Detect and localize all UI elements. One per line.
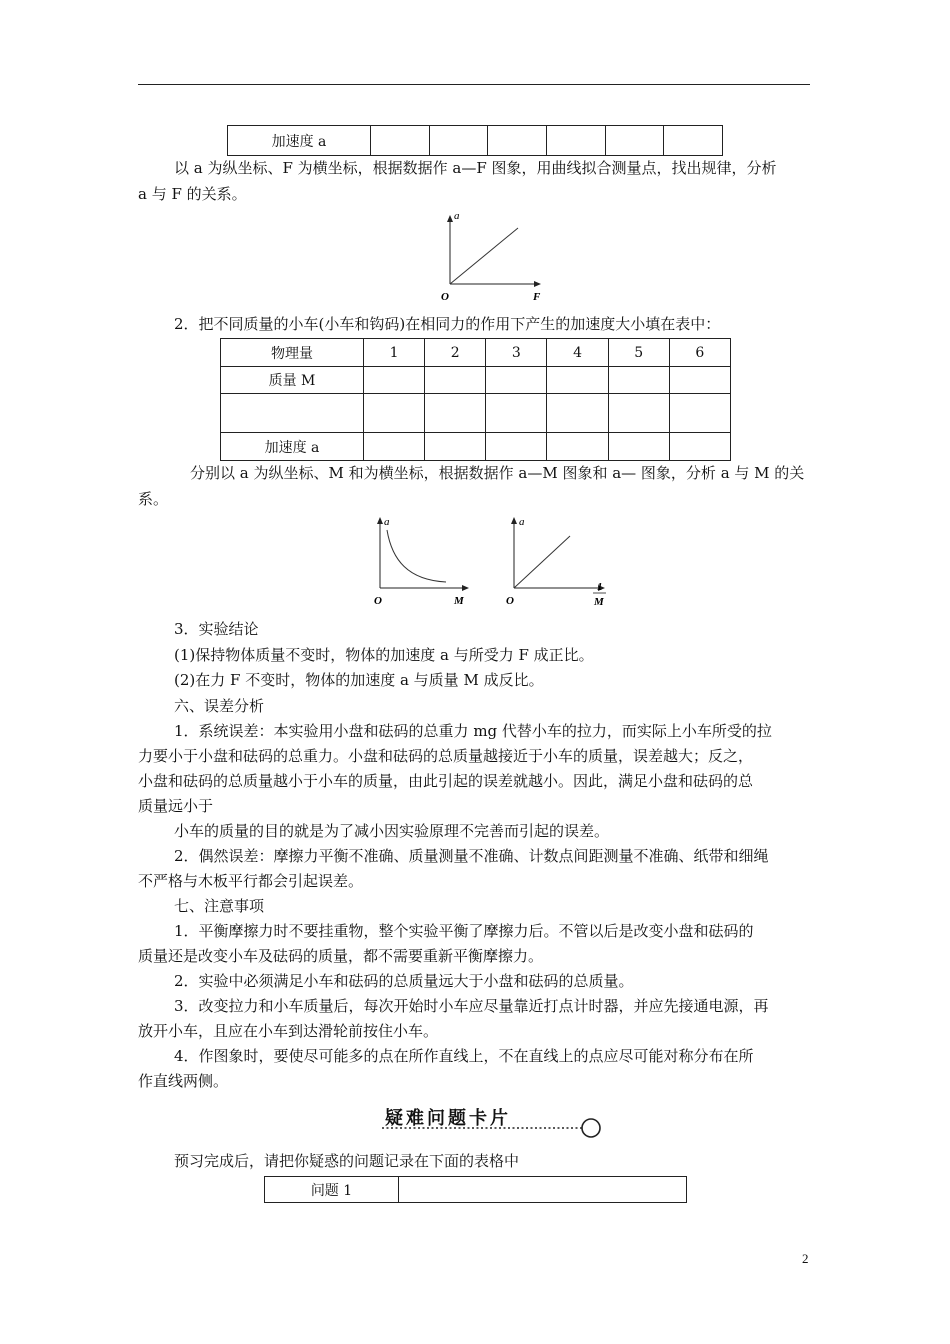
table-cell [664,126,723,156]
notes-title: 七、注意事项 [174,897,265,915]
graph2-origin-label: O [374,595,382,607]
table-cell [546,126,605,156]
question-input-cell[interactable] [399,1177,687,1203]
mass-accel-table [220,338,731,461]
table-cell [364,367,425,394]
table-header-cell: 5 [608,339,669,367]
table-cell [486,433,547,461]
graph2-y-label: a [384,516,390,528]
graph3-origin-label: O [506,595,514,607]
table-cell [488,126,547,156]
notes-line-1: 1．平衡摩擦力时不要挂重物，整个实验平衡了摩擦力后。不管以后是改变小盘和砝码的 [174,922,754,940]
graph3-x-denominator: M [594,596,604,608]
paragraph-aM-line2: 系。 [138,490,169,508]
graph1-y-label: a [454,210,460,222]
table-header-cell: 6 [669,339,730,367]
page-number: 2 [802,1251,809,1266]
table-cell [608,394,669,433]
conclusion-2: (2)在力 F 不变时，物体的加速度 a 与质量 M 成反比。 [174,671,544,689]
question-row-label: 问题 1 [265,1177,399,1203]
conclusion-title: 3．实验结论 [174,620,259,638]
notes-line-6: 4．作图象时，要使尽可能多的点在所作直线上，不在直线上的点应尽可能对称分布在所 [174,1047,754,1065]
table-header-cell: 物理量 [221,339,364,367]
graph3-x-numerator: 1 [597,581,603,593]
table-cell [425,433,486,461]
graph-a-vs-M [368,512,478,608]
mass-row-label: 质量 M [221,367,364,394]
table-cell [486,394,547,433]
graph3-y-label: a [519,516,525,528]
table-cell [669,367,730,394]
table-cell [547,394,608,433]
table-cell [371,126,430,156]
question-card-intro: 预习完成后，请把你疑惑的问题记录在下面的表格中 [174,1152,520,1170]
table-cell [669,394,730,433]
accel-table-top [227,125,723,156]
error-line-3: 小盘和砝码的总质量越小于小车的质量，由此引起的误差就越小。因此，满足小盘和砝码的总 [138,772,754,790]
table-cell [486,367,547,394]
table-cell [425,394,486,433]
error-line-4: 质量远小于 [138,797,214,815]
table-cell [605,126,664,156]
graph1-x-label: F [533,291,541,303]
table-cell [547,433,608,461]
question-card-title: 疑难问题卡片 [385,1108,511,1129]
graph2-x-label: M [454,595,464,607]
paragraph-aF-line2: a 与 F 的关系。 [138,185,247,203]
graph-a-vs-F [435,208,550,304]
table-header-cell: 3 [486,339,547,367]
notes-line-3: 2．实验中必须满足小车和砝码的总质量远大于小盘和砝码的总质量。 [174,972,634,990]
accel-row-label: 加速度 a [221,433,364,461]
card-title-decoration-icon [382,1114,604,1142]
table-cell [608,367,669,394]
error-line-6: 2．偶然误差：摩擦力平衡不准确、质量测量不准确、计数点间距测量不准确、纸带和细绳 [174,847,769,865]
paragraph-aF-line1: 以 a 为纵坐标、F 为横坐标，根据数据作 a—F 图象，用曲线拟合测量点，找出规律，分析 [174,159,777,177]
graph-a-vs-inverse-M [500,512,620,610]
error-analysis-title: 六、误差分析 [174,697,265,715]
table-cell [547,367,608,394]
table-cell [364,394,425,433]
table-cell [364,433,425,461]
notes-line-7: 作直线两侧。 [138,1072,229,1090]
table-cell [429,126,488,156]
item2-intro: 2．把不同质量的小车(小车和钩码)在相同力的作用下产生的加速度大小填在表中： [174,315,721,333]
blank-row-label [221,394,364,433]
header-rule [138,84,810,85]
graph1-origin-label: O [441,291,449,303]
table-cell [608,433,669,461]
error-line-7: 不严格与木板平行都会引起误差。 [138,872,364,890]
accel-row-label: 加速度 a [228,126,371,156]
table-header-cell: 1 [364,339,425,367]
table-header-cell: 4 [547,339,608,367]
conclusion-1: (1)保持物体质量不变时，物体的加速度 a 与所受力 F 成正比。 [174,646,594,664]
paragraph-aM-line1: 分别以 a 为纵坐标、M 和为横坐标，根据数据作 a—M 图象和 a— 图象，分析 a 与 M 的关 [190,464,805,482]
notes-line-4: 3．改变拉力和小车质量后，每次开始时小车应尽量靠近打点计时器，并应先接通电源，再 [174,997,769,1015]
error-line-5: 小车的质量的目的就是为了减小因实验原理不完善而引起的误差。 [174,822,610,840]
notes-line-2: 质量还是改变小车及砝码的质量，都不需要重新平衡摩擦力。 [138,947,544,965]
table-cell [669,433,730,461]
error-line-1: 1．系统误差：本实验用小盘和砝码的总重力 mg 代替小车的拉力，而实际上小车所受的拉 [174,722,772,740]
notes-line-5: 放开小车，且应在小车到达滑轮前按住小车。 [138,1022,439,1040]
table-header-cell: 2 [425,339,486,367]
error-line-2: 力要小于小盘和砝码的总重力。小盘和砝码的总质量越接近于小车的质量，误差越大；反之， [138,747,754,765]
question-table [264,1176,687,1203]
table-cell [425,367,486,394]
